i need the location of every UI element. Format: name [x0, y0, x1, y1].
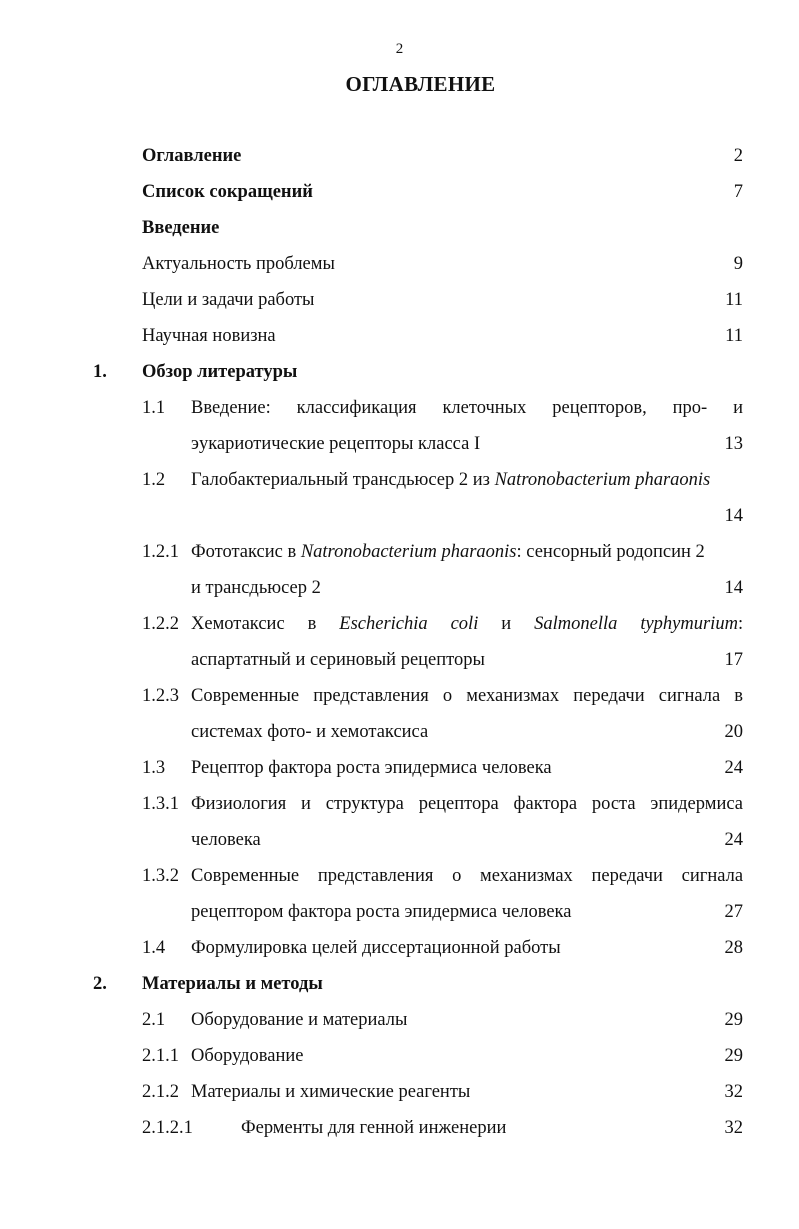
section-number: 1.1	[142, 398, 166, 418]
section-number: 2.1.2.1	[142, 1118, 193, 1138]
toc-word: о	[452, 866, 462, 886]
toc-page: 27	[724, 902, 743, 922]
toc-entry-1-3-1-cont: человека	[191, 830, 261, 850]
toc-page: 11	[725, 290, 743, 310]
toc-page: 2	[733, 146, 743, 166]
toc-page: 7	[733, 182, 743, 202]
toc-word: передачи	[573, 686, 645, 706]
toc-entry-2-1[interactable]: Оборудование и материалы	[191, 1010, 408, 1030]
toc-entry-novelty[interactable]: Научная новизна	[142, 326, 276, 346]
section-number: 1.3	[142, 758, 166, 778]
toc-page: 11	[725, 326, 743, 346]
toc-word: Современные	[191, 686, 300, 706]
toc-word: классификация	[296, 398, 417, 418]
toc-entry-1-2[interactable]	[191, 468, 710, 492]
toc-entry-relevance[interactable]: Актуальность проблемы	[142, 254, 335, 274]
toc-word: Введение:	[191, 398, 271, 418]
toc-word: рецепторов,	[552, 398, 647, 418]
toc-page: 24	[724, 758, 743, 778]
toc-page: 13	[724, 434, 743, 454]
toc-entry-1-1-cont: эукариотические рецепторы класса I	[191, 434, 481, 454]
toc-word: фактора	[513, 794, 578, 814]
section-number: 2.1.1	[142, 1046, 179, 1066]
toc-italic-text: Natronobacterium pharaonis	[300, 542, 517, 562]
toc-word: клеточных	[442, 398, 527, 418]
section-number: 1.4	[142, 938, 166, 958]
section-number: 1.2.1	[142, 542, 179, 562]
toc-italic-word: coli	[450, 614, 479, 634]
toc-page: 14	[724, 506, 743, 526]
section-number: 2.1	[142, 1010, 166, 1030]
toc-word: механизмах	[480, 866, 573, 886]
page-number: 2	[395, 41, 404, 57]
toc-italic-word: typhymurium	[640, 614, 738, 634]
toc-word: эпидермиса	[650, 794, 743, 814]
toc-word: Физиология	[191, 794, 287, 814]
toc-word: и	[301, 794, 311, 814]
toc-entry-1-2-3-cont: системах фото- и хемотаксиса	[191, 722, 429, 742]
toc-text: Галобактериальный трансдьюсер 2 из	[191, 470, 495, 490]
section-number: 2.1.2	[142, 1082, 179, 1102]
toc-word: в	[734, 686, 744, 706]
toc-page: 20	[724, 722, 743, 742]
toc-word: сигнала	[681, 866, 744, 886]
toc-page: 32	[724, 1082, 743, 1102]
page-title: ОГЛАВЛЕНИЕ	[345, 72, 496, 96]
toc-page: 29	[724, 1046, 743, 1066]
toc-entry-1-2-1[interactable]	[191, 540, 705, 564]
toc-word: представления	[313, 686, 429, 706]
chapter-number: 1.	[93, 362, 107, 382]
toc-entry-goals[interactable]: Цели и задачи работы	[142, 290, 315, 310]
toc-word: передачи	[591, 866, 663, 886]
section-number: 1.2.3	[142, 686, 179, 706]
section-number: 1.3.1	[142, 794, 179, 814]
toc-page: 29	[724, 1010, 743, 1030]
toc-word: механизмах	[466, 686, 560, 706]
toc-word: про-	[672, 398, 708, 418]
toc-entry-1-3-2[interactable]	[191, 864, 743, 888]
toc-entry-1-2-1-cont: и трансдьюсер 2	[191, 578, 321, 598]
toc-entry-2-1-1[interactable]: Оборудование	[191, 1046, 304, 1066]
toc-text: Фототаксис в	[191, 542, 301, 562]
toc-entry-2-1-2[interactable]: Материалы и химические реагенты	[191, 1082, 471, 1102]
toc-text: : сенсорный родопсин 2	[516, 542, 705, 562]
toc-entry-1-2-3[interactable]	[191, 684, 743, 708]
toc-entry-chapter-2[interactable]: Материалы и методы	[142, 974, 323, 994]
toc-word: рецептора	[418, 794, 499, 814]
toc-italic-text: Natronobacterium pharaonis	[494, 470, 711, 490]
toc-word: Хемотаксис	[191, 614, 285, 634]
toc-page: 9	[733, 254, 743, 274]
toc-entry-1-3-1[interactable]	[191, 792, 743, 816]
toc-entry-1-1[interactable]	[191, 396, 743, 420]
toc-entry-contents[interactable]: Оглавление	[142, 146, 242, 166]
toc-page: 17	[724, 650, 743, 670]
section-number: 1.3.2	[142, 866, 179, 886]
toc-entry-1-4[interactable]: Формулировка целей диссертационной работы	[191, 938, 561, 958]
toc-entry-1-3[interactable]: Рецептор фактора роста эпидермиса человека	[191, 758, 552, 778]
toc-entry-introduction[interactable]: Введение	[142, 218, 220, 238]
toc-page: 28	[724, 938, 743, 958]
toc-word: представления	[317, 866, 434, 886]
toc-word: структура	[325, 794, 404, 814]
section-number: 1.2.2	[142, 614, 179, 634]
toc-word: в	[307, 614, 317, 634]
toc-word: и	[733, 398, 744, 418]
chapter-number: 2.	[93, 974, 107, 994]
toc-word: Современные	[191, 866, 300, 886]
toc-entry-abbreviations[interactable]: Список сокращений	[142, 182, 313, 202]
toc-page: 32	[724, 1118, 743, 1138]
toc-entry-1-2-2-cont: аспартатный и сериновый рецепторы	[191, 650, 485, 670]
toc-word: и	[501, 614, 512, 634]
section-number: 1.2	[142, 470, 166, 490]
toc-entry-1-2-2[interactable]	[191, 612, 743, 636]
toc-entry-chapter-1[interactable]: Обзор литературы	[142, 362, 298, 382]
toc-entry-1-3-2-cont: рецептором фактора роста эпидермиса человека	[191, 902, 572, 922]
toc-word: о	[442, 686, 453, 706]
toc-entry-2-1-2-1[interactable]: Ферменты для генной инженерии	[241, 1118, 507, 1138]
toc-page: 14	[724, 578, 743, 598]
toc-word: сигнала	[658, 686, 721, 706]
toc-word: роста	[591, 794, 636, 814]
toc-italic-word: Escherichia	[339, 614, 428, 634]
toc-punct: :	[737, 614, 744, 634]
toc-page: 24	[724, 830, 743, 850]
toc-italic-word: Salmonella	[534, 614, 618, 634]
